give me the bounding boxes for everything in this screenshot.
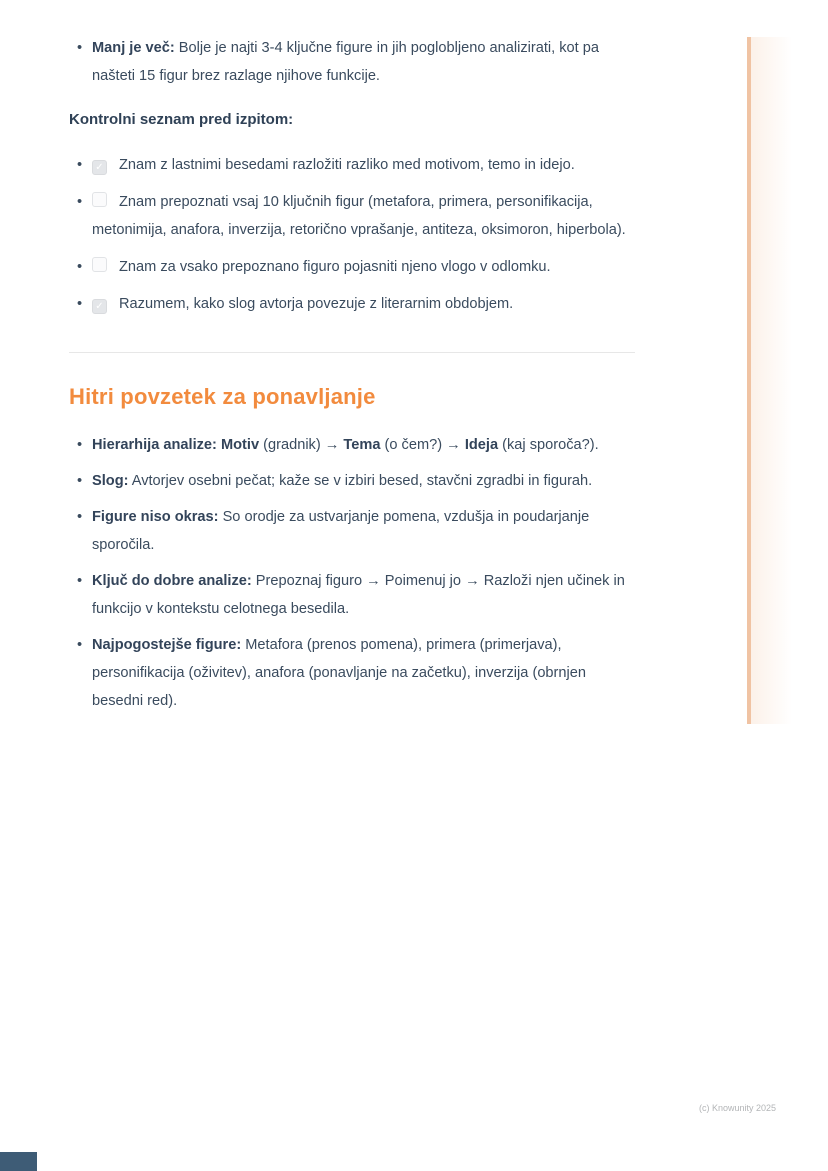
bullet-bold-text: Slog:	[92, 473, 129, 489]
bullet-item	[92, 631, 635, 715]
checklist-title: Kontrolni seznam pred izpitom:	[69, 111, 294, 128]
bullet-item	[92, 34, 635, 90]
bullet-bold-text: Hierarhija analize: Motiv	[92, 437, 260, 453]
document-content	[69, 34, 635, 723]
bullet-text: So orodje za ustvarjanje pomena, vzdušja in poudarjanje sporočila.	[92, 509, 590, 553]
bullet-text: Prepoznaj figuro → Poimenuj jo → Razloži njen učinek in funkcijo v kontekstu celotnega besedila.	[92, 573, 625, 617]
page-accent-bar	[747, 37, 792, 724]
checkbox-unchecked-icon[interactable]	[92, 192, 107, 207]
checkbox-checked-icon[interactable]: ✓	[92, 299, 107, 314]
checklist-item-label: Znam z lastnimi besedami razložiti razliko med motivom, temo in idejo.	[119, 157, 575, 173]
bullet-item	[92, 431, 635, 459]
bullet-bold-text: Ideja	[464, 437, 499, 453]
bullet-text: (gradnik) →	[259, 437, 344, 453]
intro-bullet-list	[69, 34, 635, 90]
bullet-text: Metafora (prenos pomena), primera (primerjava), personifikacija (oživitev), anafora (ponavljanje na začetku), inverzija (obrnjen besedni red).	[92, 637, 586, 709]
bullet-bold-text: Ključ do dobre analize:	[92, 573, 252, 589]
summary-bullet-list	[69, 431, 635, 715]
bullet-item	[92, 503, 635, 559]
bullet-bold-text: Manj je več:	[92, 40, 175, 56]
summary-heading: Hitri povzetek za ponavljanje	[69, 384, 376, 409]
footer-credit: (c) Knowunity 2025	[698, 1103, 776, 1113]
bullet-text: Bolje je najti 3-4 ključne figure in jih poglobljeno analizirati, kot pa našteti 15 figur brez razlage njihove funkcije.	[92, 40, 600, 84]
bullet-bold-text: Najpogostejše figure:	[92, 637, 242, 653]
bullet-item	[92, 467, 635, 495]
bullet-bold-text: Tema	[343, 437, 381, 453]
bullet-item	[92, 567, 635, 623]
checklist	[69, 151, 635, 318]
checklist-item	[92, 188, 635, 244]
checklist-item-label: Razumem, kako slog avtorja povezuje z literarnim obdobjem.	[119, 296, 514, 312]
checklist-item	[92, 253, 635, 281]
checklist-item-label: Znam prepoznati vsaj 10 ključnih figur (metafora, primera, personifikacija, metonimija, anafora, inverzija, retorično vprašanje, antiteza, oksimoron, hiperbola).	[92, 194, 626, 238]
checkbox-checked-icon[interactable]: ✓	[92, 160, 107, 175]
bullet-text: (kaj sporoča?).	[498, 437, 599, 453]
checklist-item	[92, 151, 635, 179]
checklist-item	[92, 290, 635, 318]
checklist-item-label: Znam za vsako prepoznano figuro pojasniti njeno vlogo v odlomku.	[119, 259, 551, 275]
checkbox-unchecked-icon[interactable]	[92, 257, 107, 272]
section-divider	[69, 352, 635, 353]
bullet-bold-text: Figure niso okras:	[92, 509, 219, 525]
bullet-text: Avtorjev osebni pečat; kaže se v izbiri besed, stavčni zgradbi in figurah.	[128, 473, 593, 489]
corner-accent-bar	[0, 1152, 37, 1171]
bullet-text: (o čem?) →	[380, 437, 465, 453]
